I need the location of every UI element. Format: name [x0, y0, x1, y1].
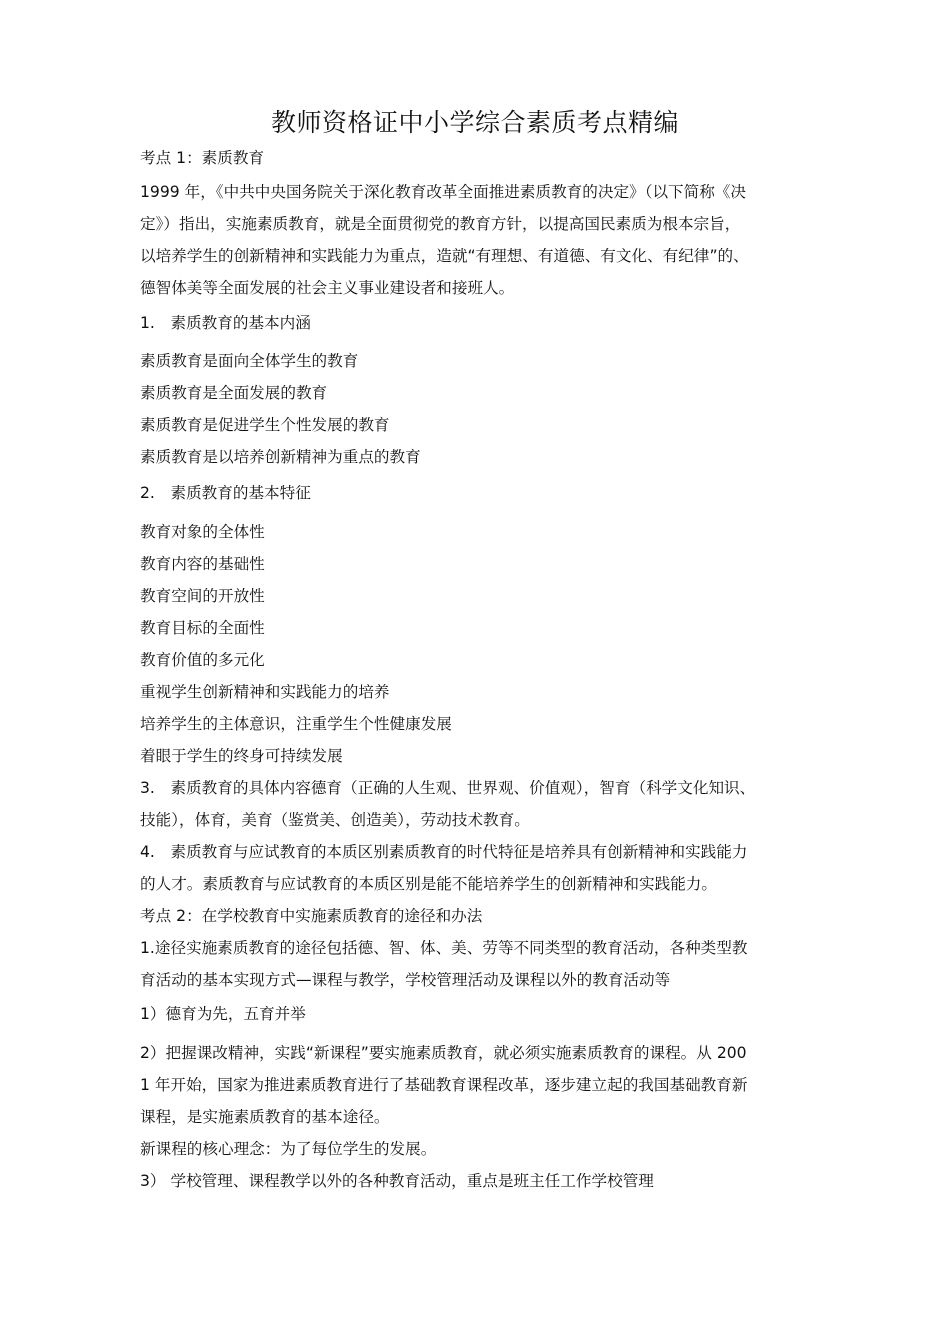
- list-item: 素质教育是促进学生个性发展的教育: [140, 416, 390, 434]
- pathway-line-2: 育活动的基本实现方式—课程与教学，学校管理活动及课程以外的教育活动等: [140, 971, 671, 989]
- list-item: 教育空间的开放性: [140, 587, 265, 605]
- section-heading-1: 1. 素质教育的基本内涵: [140, 314, 311, 332]
- section-3-line-2: 技能），体育，美育（鉴赏美、创造美），劳动技术教育。: [140, 811, 530, 829]
- paragraph-intro-line-4: 德智体美等全面发展的社会主义事业建设者和接班人。: [140, 279, 515, 297]
- list-item: 重视学生创新精神和实践能力的培养: [140, 683, 390, 701]
- list-item: 教育对象的全体性: [140, 523, 265, 541]
- list-item: 培养学生的主体意识，注重学生个性健康发展: [140, 715, 452, 733]
- kaodian-2-heading: 考点 2：在学校教育中实施素质教育的途径和办法: [140, 907, 483, 925]
- list-item: 素质教育是面向全体学生的教育: [140, 352, 359, 370]
- kaodian-1-heading: 考点 1：素质教育: [140, 149, 265, 167]
- section-heading-2: 2. 素质教育的基本特征: [140, 484, 311, 502]
- sub-item-3: 3） 学校管理、课程教学以外的各种教育活动，重点是班主任工作学校管理: [140, 1172, 654, 1190]
- paragraph-intro-line-3: 以培养学生的创新精神和实践能力为重点，造就“有理想、有道德、有文化、有纪律”的、: [140, 247, 749, 265]
- sub-item-2-line-2: 1 年开始，国家为推进素质教育进行了基础教育课程改革，逐步建立起的我国基础教育新: [140, 1076, 748, 1094]
- list-item: 教育价值的多元化: [140, 651, 265, 669]
- list-item: 着眼于学生的终身可持续发展: [140, 747, 343, 765]
- paragraph-intro-line-2: 定》）指出，实施素质教育，就是全面贯彻党的教育方针，以提高国民素质为根本宗旨，: [140, 215, 741, 233]
- section-3-line-1: 3. 素质教育的具体内容德育（正确的人生观、世界观、价值观），智育（科学文化知识、: [140, 779, 756, 797]
- sub-item-2-line-1: 2）把握课改精神，实践“新课程”要实施素质教育，就必须实施素质教育的课程。从 200: [140, 1044, 747, 1062]
- sub-item-1: 1）德育为先，五育并举: [140, 1005, 306, 1023]
- section-4-line-1: 4. 素质教育与应试教育的本质区别素质教育的时代特征是培养具有创新精神和实践能力: [140, 843, 748, 861]
- page-title: 教师资格证中小学综合素质考点精编: [270, 108, 679, 137]
- sub-item-2-line-3: 课程，是实施素质教育的基本途径。: [140, 1108, 390, 1126]
- section-4-line-2: 的人才。素质教育与应试教育的本质区别是能不能培养学生的创新精神和实践能力。: [140, 875, 717, 893]
- pathway-line-1: 1.途径实施素质教育的途径包括德、智、体、美、劳等不同类型的教育活动，各种类型教: [140, 939, 748, 957]
- core-concept: 新课程的核心理念：为了每位学生的发展。: [140, 1140, 437, 1158]
- list-item: 教育内容的基础性: [140, 555, 265, 573]
- list-item: 素质教育是以培养创新精神为重点的教育: [140, 448, 421, 466]
- list-item: 素质教育是全面发展的教育: [140, 384, 328, 402]
- paragraph-intro-line-1: 1999 年，《中共中央国务院关于深化教育改革全面推进素质教育的决定》（以下简称《决: [140, 183, 747, 201]
- list-item: 教育目标的全面性: [140, 619, 265, 637]
